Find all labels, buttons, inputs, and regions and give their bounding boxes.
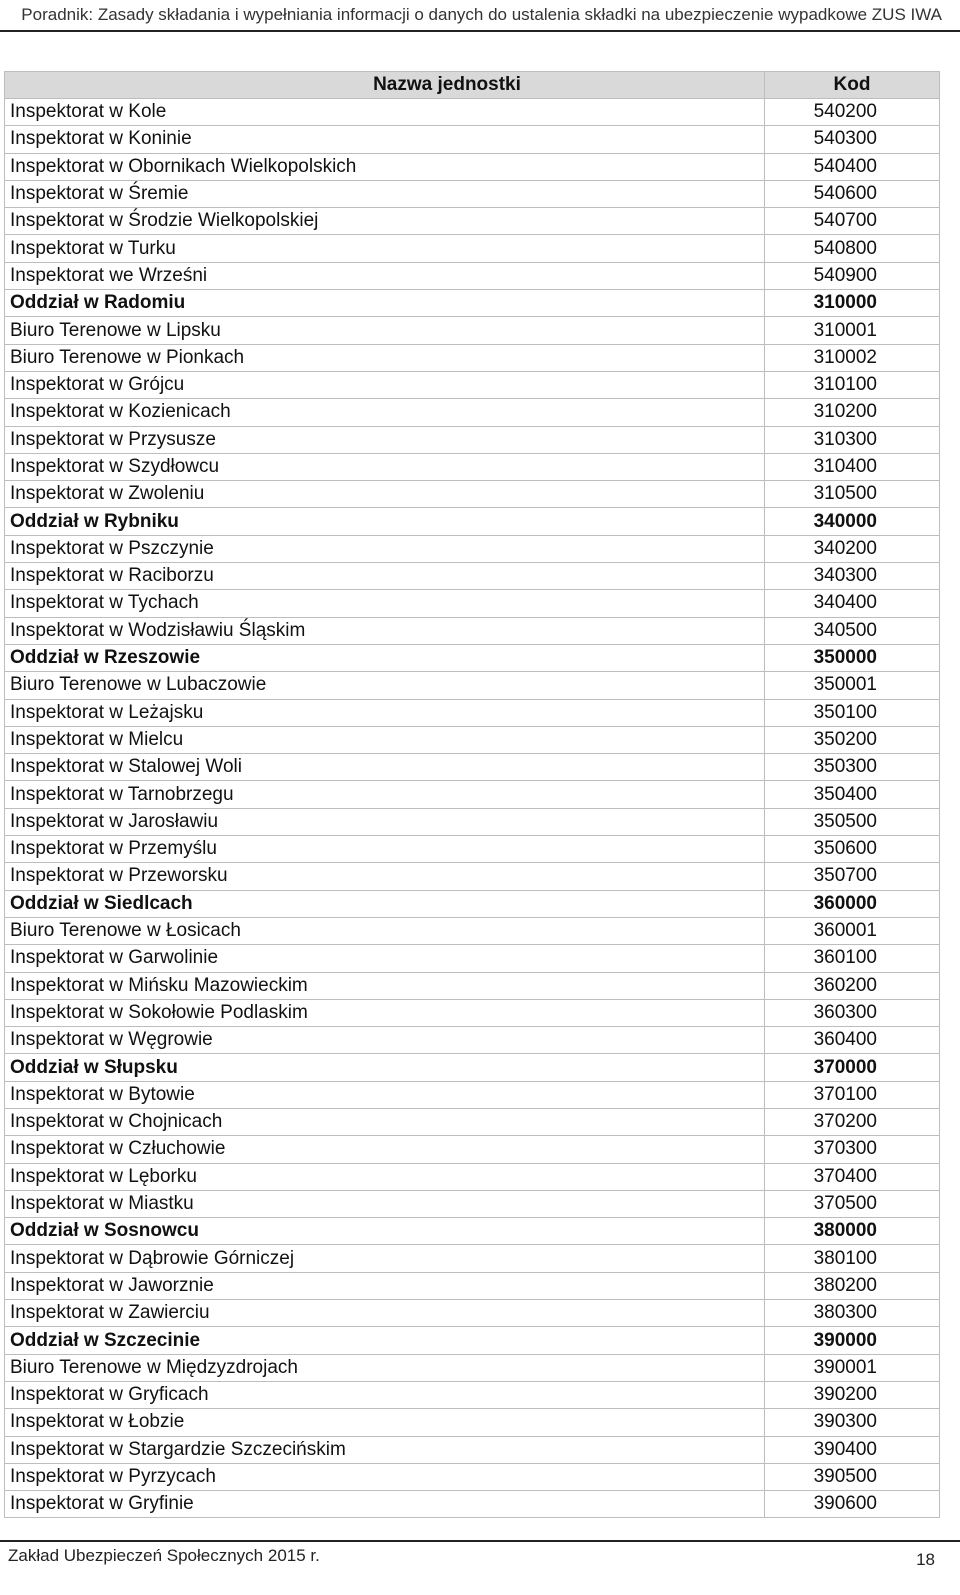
unit-name-cell: Inspektorat w Zawierciu (5, 1300, 765, 1327)
unit-code-cell: 350000 (765, 644, 940, 671)
table-row (5, 1463, 940, 1490)
table-row (5, 290, 940, 317)
unit-name-cell: Inspektorat w Gryficach (5, 1381, 765, 1408)
unit-code-cell: 380000 (765, 1218, 940, 1245)
table-row (5, 453, 940, 480)
table-row (5, 672, 940, 699)
unit-code-cell: 350300 (765, 754, 940, 781)
page-footer (0, 1540, 960, 1595)
unit-name-cell: Biuro Terenowe w Pionkach (5, 344, 765, 371)
unit-code-cell: 340400 (765, 590, 940, 617)
table-row (5, 481, 940, 508)
unit-code-cell: 350500 (765, 808, 940, 835)
unit-name-cell: Biuro Terenowe w Lubaczowie (5, 672, 765, 699)
table-row (5, 399, 940, 426)
unit-code-cell: 340200 (765, 535, 940, 562)
table-row (5, 1272, 940, 1299)
unit-name-cell: Oddział w Siedlcach (5, 890, 765, 917)
table-row (5, 863, 940, 890)
unit-name-cell: Inspektorat w Gryfinie (5, 1491, 765, 1518)
unit-code-cell: 360200 (765, 972, 940, 999)
unit-code-cell: 310500 (765, 481, 940, 508)
unit-name-cell: Inspektorat w Jaworznie (5, 1272, 765, 1299)
unit-code-cell: 370500 (765, 1190, 940, 1217)
unit-code-cell: 340500 (765, 617, 940, 644)
unit-code-cell: 390200 (765, 1381, 940, 1408)
unit-name-cell: Inspektorat w Stargardzie Szczecińskim (5, 1436, 765, 1463)
unit-name-cell: Oddział w Rybniku (5, 508, 765, 535)
unit-code-cell: 540700 (765, 208, 940, 235)
unit-code-cell: 370100 (765, 1081, 940, 1108)
header-rule (0, 30, 960, 32)
unit-name-cell: Inspektorat w Pyrzycach (5, 1463, 765, 1490)
table-row (5, 590, 940, 617)
unit-code-cell: 350200 (765, 726, 940, 753)
unit-name-cell: Inspektorat w Leżajsku (5, 699, 765, 726)
unit-name-cell: Inspektorat w Łobzie (5, 1409, 765, 1436)
unit-name-cell: Inspektorat w Przemyślu (5, 836, 765, 863)
unit-name-cell: Inspektorat w Mielcu (5, 726, 765, 753)
page-header (0, 0, 960, 30)
unit-code-cell: 540400 (765, 153, 940, 180)
units-table-container (4, 71, 939, 1518)
unit-name-cell: Inspektorat w Obornikach Wielkopolskich (5, 153, 765, 180)
unit-code-cell: 310300 (765, 426, 940, 453)
table-row (5, 999, 940, 1026)
unit-name-cell: Inspektorat w Koninie (5, 126, 765, 153)
unit-code-cell: 370300 (765, 1136, 940, 1163)
unit-code-cell: 540200 (765, 99, 940, 126)
unit-code-cell: 360400 (765, 1027, 940, 1054)
table-body (5, 99, 940, 1518)
unit-name-cell: Inspektorat w Bytowie (5, 1081, 765, 1108)
unit-name-cell: Inspektorat w Jarosławiu (5, 808, 765, 835)
unit-name-cell: Inspektorat w Kozienicach (5, 399, 765, 426)
table-row (5, 1354, 940, 1381)
unit-code-cell: 350100 (765, 699, 940, 726)
table-row (5, 235, 940, 262)
table-row (5, 1108, 940, 1135)
unit-name-cell: Inspektorat w Mińsku Mazowieckim (5, 972, 765, 999)
table-header-row (5, 72, 940, 99)
unit-name-cell: Inspektorat w Wodzisławiu Śląskim (5, 617, 765, 644)
table-row (5, 208, 940, 235)
unit-name-cell: Oddział w Rzeszowie (5, 644, 765, 671)
table-row (5, 344, 940, 371)
unit-code-cell: 350400 (765, 781, 940, 808)
table-row (5, 1409, 940, 1436)
unit-name-cell: Inspektorat w Grójcu (5, 371, 765, 398)
unit-code-cell: 310200 (765, 399, 940, 426)
unit-name-cell: Inspektorat w Przeworsku (5, 863, 765, 890)
unit-name-cell: Inspektorat w Chojnicach (5, 1108, 765, 1135)
unit-code-cell: 390600 (765, 1491, 940, 1518)
unit-name-cell: Inspektorat w Stalowej Woli (5, 754, 765, 781)
unit-code-cell: 390300 (765, 1409, 940, 1436)
table-row (5, 836, 940, 863)
table-row (5, 153, 940, 180)
table-row (5, 1491, 940, 1518)
table-row (5, 371, 940, 398)
unit-code-cell: 350700 (765, 863, 940, 890)
header-title: Poradnik: Zasady składania i wypełniania informacji o danych do ustalenia składki na ubezpieczenie wypadkowe ZUS IWA (21, 5, 942, 24)
table-row (5, 972, 940, 999)
unit-name-cell: Oddział w Szczecinie (5, 1327, 765, 1354)
table-row (5, 126, 940, 153)
unit-name-cell: Inspektorat w Człuchowie (5, 1136, 765, 1163)
unit-name-cell: Oddział w Słupsku (5, 1054, 765, 1081)
unit-code-cell: 350600 (765, 836, 940, 863)
unit-name-cell: Inspektorat w Tarnobrzegu (5, 781, 765, 808)
unit-name-cell: Inspektorat w Raciborzu (5, 563, 765, 590)
table-row (5, 726, 940, 753)
table-row (5, 1218, 940, 1245)
table-row (5, 1381, 940, 1408)
unit-name-cell: Inspektorat w Przysusze (5, 426, 765, 453)
table-row (5, 917, 940, 944)
unit-code-cell: 310400 (765, 453, 940, 480)
table-row (5, 754, 940, 781)
table-row (5, 1436, 940, 1463)
unit-code-cell: 310100 (765, 371, 940, 398)
unit-name-cell: Inspektorat w Pszczynie (5, 535, 765, 562)
table-row (5, 1163, 940, 1190)
column-header-code: Kod (765, 72, 940, 99)
table-row (5, 1190, 940, 1217)
table-row (5, 644, 940, 671)
unit-name-cell: Oddział w Radomiu (5, 290, 765, 317)
unit-code-cell: 380100 (765, 1245, 940, 1272)
table-row (5, 99, 940, 126)
unit-name-cell: Inspektorat w Tychach (5, 590, 765, 617)
units-table (4, 71, 940, 1518)
unit-code-cell: 340300 (765, 563, 940, 590)
unit-code-cell: 390500 (765, 1463, 940, 1490)
table-row (5, 617, 940, 644)
unit-code-cell: 390000 (765, 1327, 940, 1354)
unit-code-cell: 540800 (765, 235, 940, 262)
unit-name-cell: Inspektorat w Śremie (5, 180, 765, 207)
unit-code-cell: 360300 (765, 999, 940, 1026)
page-number: 18 (916, 1550, 935, 1569)
table-row (5, 945, 940, 972)
unit-name-cell: Inspektorat w Dąbrowie Górniczej (5, 1245, 765, 1272)
unit-code-cell: 540300 (765, 126, 940, 153)
table-row (5, 1081, 940, 1108)
unit-code-cell: 350001 (765, 672, 940, 699)
unit-name-cell: Biuro Terenowe w Łosicach (5, 917, 765, 944)
table-row (5, 808, 940, 835)
unit-name-cell: Inspektorat we Wrześni (5, 262, 765, 289)
table-row (5, 1327, 940, 1354)
unit-name-cell: Inspektorat w Węgrowie (5, 1027, 765, 1054)
unit-code-cell: 370400 (765, 1163, 940, 1190)
unit-name-cell: Inspektorat w Turku (5, 235, 765, 262)
unit-code-cell: 360001 (765, 917, 940, 944)
table-row (5, 317, 940, 344)
unit-name-cell: Inspektorat w Miastku (5, 1190, 765, 1217)
table-row (5, 1054, 940, 1081)
footer-organization: Zakład Ubezpieczeń Społecznych 2015 r. (8, 1546, 320, 1565)
table-row (5, 781, 940, 808)
table-row (5, 1300, 940, 1327)
table-row (5, 1245, 940, 1272)
unit-name-cell: Inspektorat w Zwoleniu (5, 481, 765, 508)
unit-code-cell: 390400 (765, 1436, 940, 1463)
unit-code-cell: 360100 (765, 945, 940, 972)
unit-code-cell: 310002 (765, 344, 940, 371)
table-row (5, 535, 940, 562)
unit-code-cell: 370000 (765, 1054, 940, 1081)
column-header-name: Nazwa jednostki (5, 72, 765, 99)
unit-code-cell: 360000 (765, 890, 940, 917)
unit-code-cell: 340000 (765, 508, 940, 535)
unit-code-cell: 370200 (765, 1108, 940, 1135)
table-row (5, 563, 940, 590)
table-row (5, 699, 940, 726)
footer-rule (0, 1540, 960, 1542)
unit-code-cell: 310000 (765, 290, 940, 317)
unit-name-cell: Inspektorat w Lęborku (5, 1163, 765, 1190)
table-row (5, 1027, 940, 1054)
unit-name-cell: Inspektorat w Sokołowie Podlaskim (5, 999, 765, 1026)
table-row (5, 1136, 940, 1163)
unit-code-cell: 540900 (765, 262, 940, 289)
unit-name-cell: Biuro Terenowe w Międzyzdrojach (5, 1354, 765, 1381)
table-row (5, 508, 940, 535)
unit-code-cell: 310001 (765, 317, 940, 344)
unit-name-cell: Inspektorat w Środzie Wielkopolskiej (5, 208, 765, 235)
table-row (5, 180, 940, 207)
unit-name-cell: Inspektorat w Szydłowcu (5, 453, 765, 480)
unit-code-cell: 380300 (765, 1300, 940, 1327)
unit-name-cell: Oddział w Sosnowcu (5, 1218, 765, 1245)
table-row (5, 262, 940, 289)
unit-name-cell: Inspektorat w Kole (5, 99, 765, 126)
table-row (5, 426, 940, 453)
unit-name-cell: Inspektorat w Garwolinie (5, 945, 765, 972)
unit-code-cell: 540600 (765, 180, 940, 207)
table-row (5, 890, 940, 917)
unit-code-cell: 390001 (765, 1354, 940, 1381)
unit-code-cell: 380200 (765, 1272, 940, 1299)
unit-name-cell: Biuro Terenowe w Lipsku (5, 317, 765, 344)
